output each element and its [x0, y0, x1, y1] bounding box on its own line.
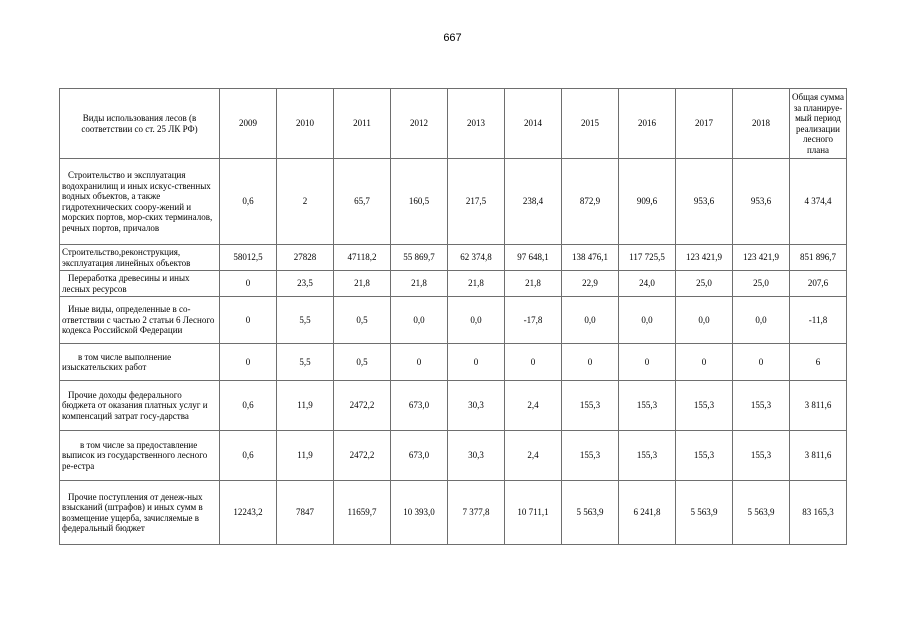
row-value-cell: 10 393,0: [391, 481, 448, 545]
row-value-cell: 0: [220, 297, 277, 344]
row-value-cell: 0,0: [619, 297, 676, 344]
row-value-cell: 155,3: [562, 431, 619, 481]
row-value-cell: 5 563,9: [562, 481, 619, 545]
row-value-cell: 0,6: [220, 159, 277, 245]
row-value-cell: 909,6: [619, 159, 676, 245]
row-value-cell: 0: [733, 344, 790, 381]
header-year: 2013: [448, 89, 505, 159]
row-value-cell: 5,5: [277, 344, 334, 381]
row-value-cell: 22,9: [562, 271, 619, 297]
table-row: [60, 381, 847, 431]
row-description: в том числе выполнение изыскательских работ: [60, 344, 220, 381]
row-value-cell: 23,5: [277, 271, 334, 297]
row-value-cell: 21,8: [505, 271, 562, 297]
row-value-cell: 155,3: [562, 381, 619, 431]
row-total-cell: 851 896,7: [790, 245, 847, 271]
row-value-cell: 65,7: [334, 159, 391, 245]
header-year: 2009: [220, 89, 277, 159]
header-forest-use-type: Виды использования лесов (в соответствии со ст. 25 ЛК РФ): [60, 89, 220, 159]
row-description: Иные виды, определенные в со-ответствии с частью 2 статьи 6 Лесного кодекса Российской Федерации: [60, 297, 220, 344]
row-value-cell: 97 648,1: [505, 245, 562, 271]
row-total-cell: 4 374,4: [790, 159, 847, 245]
row-value-cell: 953,6: [676, 159, 733, 245]
row-value-cell: 0: [391, 344, 448, 381]
row-description: в том числе за предоставление выписок из государственного лесного ре-естра: [60, 431, 220, 481]
row-value-cell: 2,4: [505, 431, 562, 481]
row-value-cell: 2,4: [505, 381, 562, 431]
row-value-cell: 138 476,1: [562, 245, 619, 271]
row-value-cell: 673,0: [391, 431, 448, 481]
row-value-cell: 2472,2: [334, 431, 391, 481]
page-number: 667: [443, 32, 462, 44]
row-value-cell: 0: [676, 344, 733, 381]
row-description: Строительство и эксплуатация водохранилищ и иных искус-ственных водных объектов, а также гидротехнических соору-жений и морских портов, мор-ских терминалов, речных портов, причалов: [60, 159, 220, 245]
row-value-cell: 0,0: [391, 297, 448, 344]
row-value-cell: 0,5: [334, 297, 391, 344]
row-value-cell: 0,0: [448, 297, 505, 344]
header-year: 2012: [391, 89, 448, 159]
row-value-cell: 5 563,9: [733, 481, 790, 545]
row-value-cell: 6 241,8: [619, 481, 676, 545]
row-total-cell: 6: [790, 344, 847, 381]
row-value-cell: 953,6: [733, 159, 790, 245]
header-year: 2016: [619, 89, 676, 159]
row-value-cell: 5,5: [277, 297, 334, 344]
row-value-cell: 0,0: [733, 297, 790, 344]
row-value-cell: 7847: [277, 481, 334, 545]
row-value-cell: 55 869,7: [391, 245, 448, 271]
table-row: [60, 431, 847, 481]
header-year: 2010: [277, 89, 334, 159]
row-value-cell: 123 421,9: [676, 245, 733, 271]
row-value-cell: 0: [562, 344, 619, 381]
header-year: 2015: [562, 89, 619, 159]
row-value-cell: 58012,5: [220, 245, 277, 271]
header-year: 2017: [676, 89, 733, 159]
row-value-cell: 11659,7: [334, 481, 391, 545]
row-total-cell: 3 811,6: [790, 381, 847, 431]
row-value-cell: 155,3: [733, 381, 790, 431]
row-value-cell: 0: [448, 344, 505, 381]
row-value-cell: 155,3: [676, 381, 733, 431]
table-body: [60, 159, 847, 545]
row-value-cell: 5 563,9: [676, 481, 733, 545]
table-row: [60, 159, 847, 245]
row-value-cell: 872,9: [562, 159, 619, 245]
row-value-cell: 21,8: [391, 271, 448, 297]
row-value-cell: 7 377,8: [448, 481, 505, 545]
header-year: 2014: [505, 89, 562, 159]
header-total: Общая сумма за планируе-мый период реализации лесного плана: [790, 89, 847, 159]
header-year: 2011: [334, 89, 391, 159]
row-value-cell: 24,0: [619, 271, 676, 297]
row-value-cell: 2472,2: [334, 381, 391, 431]
row-value-cell: 155,3: [676, 431, 733, 481]
row-value-cell: 217,5: [448, 159, 505, 245]
row-total-cell: 207,6: [790, 271, 847, 297]
header-year: 2018: [733, 89, 790, 159]
row-value-cell: 12243,2: [220, 481, 277, 545]
row-value-cell: 123 421,9: [733, 245, 790, 271]
row-value-cell: 2: [277, 159, 334, 245]
row-value-cell: 673,0: [391, 381, 448, 431]
row-description: Строительство,реконструкция, эксплуатация линейных объектов: [60, 245, 220, 271]
row-value-cell: 30,3: [448, 381, 505, 431]
row-value-cell: 27828: [277, 245, 334, 271]
row-value-cell: 0,0: [676, 297, 733, 344]
row-value-cell: 47118,2: [334, 245, 391, 271]
row-description: Прочие доходы федерального бюджета от оказания платных услуг и компенсаций затрат госу-дарства: [60, 381, 220, 431]
row-value-cell: 155,3: [733, 431, 790, 481]
row-value-cell: 0: [505, 344, 562, 381]
forest-use-table: [59, 88, 847, 545]
row-description: Прочие поступления от денеж-ных взысканий (штрафов) и иных сумм в возмещение ущерба, зачисляемые в федеральный бюджет: [60, 481, 220, 545]
table-row: [60, 271, 847, 297]
row-value-cell: 0: [220, 271, 277, 297]
row-value-cell: 25,0: [733, 271, 790, 297]
row-value-cell: 0: [619, 344, 676, 381]
row-value-cell: 30,3: [448, 431, 505, 481]
row-description: Переработка древесины и иных лесных ресурсов: [60, 271, 220, 297]
table-row: [60, 245, 847, 271]
row-total-cell: -11,8: [790, 297, 847, 344]
row-value-cell: 155,3: [619, 381, 676, 431]
row-value-cell: 160,5: [391, 159, 448, 245]
row-total-cell: 83 165,3: [790, 481, 847, 545]
row-value-cell: 0,6: [220, 381, 277, 431]
row-value-cell: 238,4: [505, 159, 562, 245]
table-header-row: [60, 89, 847, 159]
row-value-cell: 0,6: [220, 431, 277, 481]
table-row: [60, 481, 847, 545]
table-row: [60, 297, 847, 344]
table-row: [60, 344, 847, 381]
row-value-cell: 10 711,1: [505, 481, 562, 545]
row-value-cell: 62 374,8: [448, 245, 505, 271]
row-value-cell: -17,8: [505, 297, 562, 344]
row-value-cell: 0,5: [334, 344, 391, 381]
row-value-cell: 21,8: [448, 271, 505, 297]
row-value-cell: 25,0: [676, 271, 733, 297]
row-value-cell: 11,9: [277, 381, 334, 431]
row-value-cell: 155,3: [619, 431, 676, 481]
row-value-cell: 0: [220, 344, 277, 381]
row-value-cell: 11,9: [277, 431, 334, 481]
row-total-cell: 3 811,6: [790, 431, 847, 481]
row-value-cell: 117 725,5: [619, 245, 676, 271]
row-value-cell: 21,8: [334, 271, 391, 297]
row-value-cell: 0,0: [562, 297, 619, 344]
